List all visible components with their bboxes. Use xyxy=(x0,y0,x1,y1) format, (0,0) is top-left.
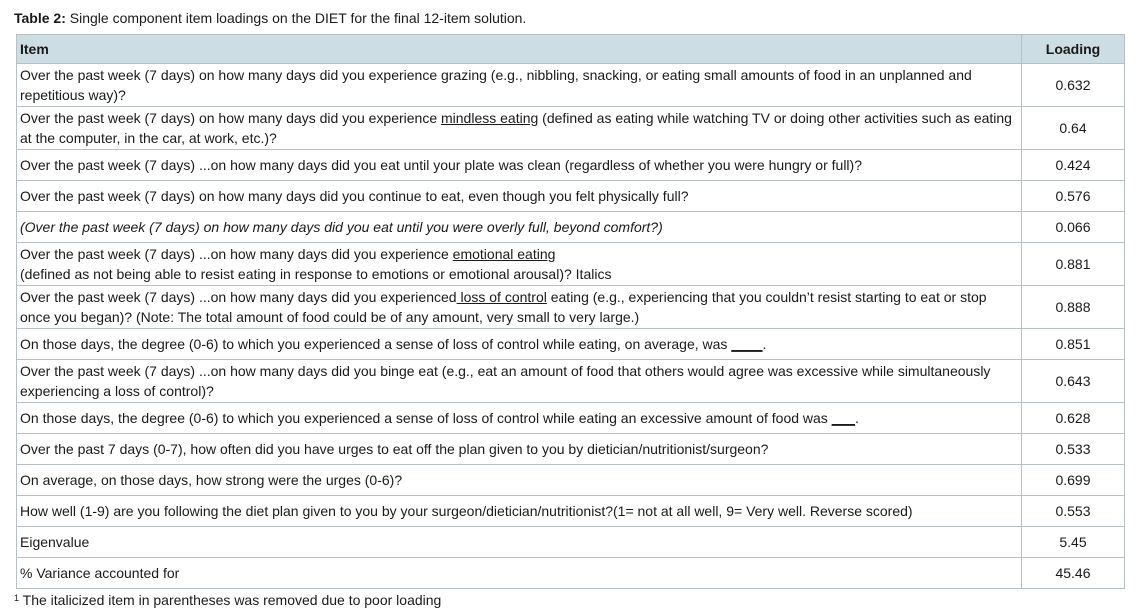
table-row xyxy=(17,150,1125,181)
item-cell xyxy=(17,212,1022,243)
loading-cell: 5.45 xyxy=(1022,527,1125,558)
item-text: On those days, the degree (0-6) to which you experienced a sense of loss of control while eating an excessive amount of food was xyxy=(20,410,832,426)
footnote-mark: 1 xyxy=(14,593,20,603)
variance-row xyxy=(17,558,1125,589)
table-row xyxy=(17,403,1125,434)
item-cell xyxy=(17,64,1022,107)
table-footnote xyxy=(14,591,441,609)
item-cell xyxy=(17,150,1022,181)
item-cell xyxy=(17,181,1022,212)
table-row xyxy=(17,360,1125,403)
item-text: . xyxy=(855,410,859,426)
item-text: (defined as not being able to resist eating in response to emotions or emotional arousal)? Italics xyxy=(20,266,612,282)
item-loadings-table xyxy=(16,34,1125,589)
loading-cell: 0.64 xyxy=(1022,107,1125,150)
underlined-term: emotional eating xyxy=(452,246,556,262)
item-text: On average, on those days, how strong were the urges (0-6)? xyxy=(20,472,403,488)
blank-line: ___ xyxy=(831,410,856,426)
table-row xyxy=(17,434,1125,465)
loading-cell: 0.576 xyxy=(1022,181,1125,212)
loading-cell: 0.553 xyxy=(1022,496,1125,527)
item-text: Over the past week (7 days) ...on how many days did you binge eat (e.g., eat an amount of food that others would agree was excessive while simultaneously experiencing a loss of control)? xyxy=(20,363,991,399)
table-row xyxy=(17,465,1125,496)
item-text: Over the past week (7 days) on how many days did you experience xyxy=(20,110,441,126)
underlined-term: loss of control xyxy=(456,289,547,305)
table-row-removed-item xyxy=(17,212,1125,243)
loading-cell: 0.881 xyxy=(1022,243,1125,286)
table-caption xyxy=(14,9,526,27)
item-cell xyxy=(17,360,1022,403)
table-row xyxy=(17,496,1125,527)
caption-text: Single component item loadings on the DIET for the final 12-item solution. xyxy=(65,10,527,26)
loading-cell: 0.424 xyxy=(1022,150,1125,181)
item-cell xyxy=(17,107,1022,150)
item-cell xyxy=(17,434,1022,465)
item-text: (defined as eating while watching TV or doing other activities such as eating at the computer, in the car, at work, etc.)? xyxy=(20,110,1012,146)
footnote-text: The italicized item in parentheses was removed due to poor loading xyxy=(19,592,442,608)
item-text: Over the past week (7 days) on how many days did you experience grazing (e.g., nibbling, snacking, or eating small amounts of food in an unplanned and repetitious way)? xyxy=(20,67,972,103)
item-cell xyxy=(17,286,1022,329)
table-row xyxy=(17,286,1125,329)
table-row xyxy=(17,243,1125,286)
loading-cell: 0.632 xyxy=(1022,64,1125,107)
loading-cell: 0.628 xyxy=(1022,403,1125,434)
item-cell xyxy=(17,465,1022,496)
loading-cell: 0.066 xyxy=(1022,212,1125,243)
underlined-term: mindless eating xyxy=(441,110,539,126)
item-cell xyxy=(17,527,1022,558)
loading-cell: 0.643 xyxy=(1022,360,1125,403)
item-text: How well (1-9) are you following the diet plan given to you by your surgeon/dietician/nutritionist?(1= not at all well, 9= Very well. Reverse scored) xyxy=(20,503,913,519)
loading-cell: 0.851 xyxy=(1022,329,1125,360)
column-header-item: Item xyxy=(17,35,1022,64)
table-row xyxy=(17,181,1125,212)
item-text: % Variance accounted for xyxy=(20,565,180,581)
table-row xyxy=(17,64,1125,107)
table-row xyxy=(17,329,1125,360)
item-cell xyxy=(17,243,1022,286)
loading-cell: 0.699 xyxy=(1022,465,1125,496)
item-text: Eigenvalue xyxy=(20,534,90,550)
item-cell xyxy=(17,329,1022,360)
item-text: Over the past week (7 days) ...on how many days did you experience xyxy=(20,246,453,262)
item-text: Over the past week (7 days) ...on how many days did you eat until your plate was clean (regardless of whether you were hungry or full)? xyxy=(20,157,862,173)
item-text: Over the past 7 days (0-7), how often did you have urges to eat off the plan given to you by dietician/nutritionist/surgeon? xyxy=(20,441,769,457)
blank-line: ____ xyxy=(731,336,763,352)
header-row xyxy=(17,35,1125,64)
item-cell xyxy=(17,496,1022,527)
loading-cell: 45.46 xyxy=(1022,558,1125,589)
loading-cell: 0.888 xyxy=(1022,286,1125,329)
column-header-loading: Loading xyxy=(1022,35,1125,64)
loading-cell: 0.533 xyxy=(1022,434,1125,465)
item-text: (Over the past week (7 days) on how many days did you eat until you were overly full, beyond comfort?) xyxy=(20,219,663,235)
item-text: . xyxy=(762,336,767,352)
item-text: Over the past week (7 days) ...on how many days did you experienced xyxy=(20,289,457,305)
eigenvalue-row xyxy=(17,527,1125,558)
item-cell xyxy=(17,403,1022,434)
caption-label: Table 2: xyxy=(14,10,66,26)
item-text: eating (e.g., experiencing that you couldn’t resist starting to eat or stop once you began)? (Note: The total amount of food could be of any amount, very small to very large.) xyxy=(20,289,987,325)
item-text: Over the past week (7 days) on how many days did you continue to eat, even though you felt physically full? xyxy=(20,188,689,204)
item-text: On those days, the degree (0-6) to which you experienced a sense of loss of control while eating, on average, was xyxy=(20,336,732,352)
table-row xyxy=(17,107,1125,150)
item-cell xyxy=(17,558,1022,589)
